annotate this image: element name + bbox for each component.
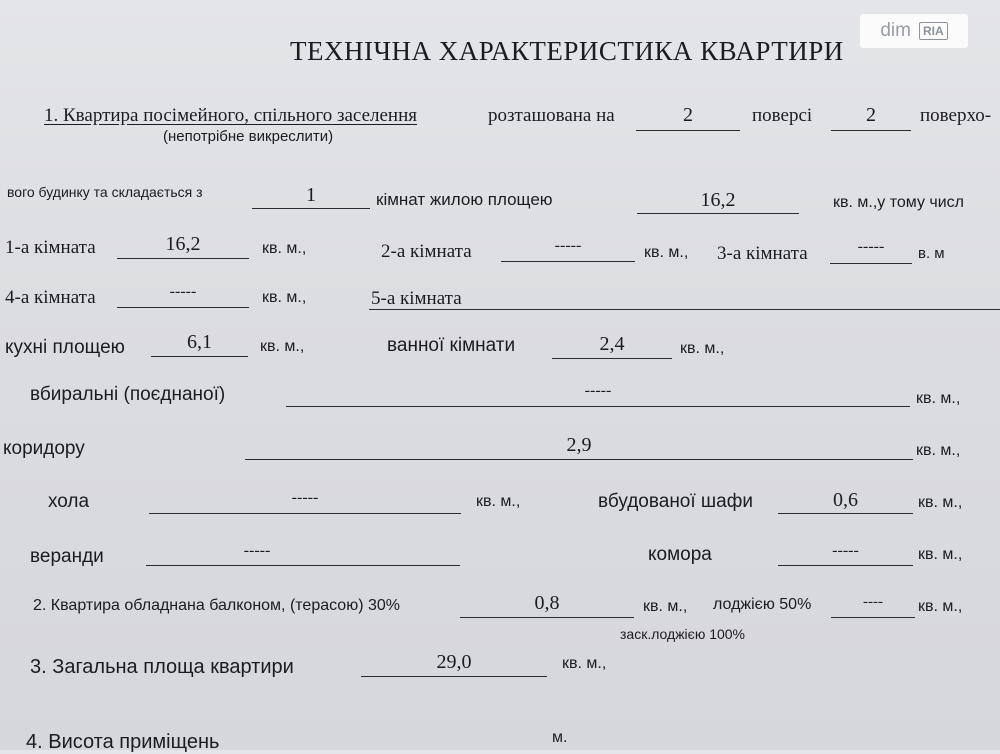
wc-label: вбиральні (поєднаної) (30, 384, 226, 405)
section1-lead: 1. Квартира посімейного, спільного заселення (44, 105, 417, 126)
section3-label: 3. Загальна площа квартири (30, 656, 294, 678)
room2-unit: кв. м., (644, 244, 689, 261)
wc-underline (286, 406, 910, 407)
storage-underline (778, 565, 913, 566)
watermark-ria-logo: RIA (919, 22, 948, 40)
building-label: вого будинку та складається з (7, 184, 203, 200)
balcony-unit: кв. м., (643, 598, 688, 615)
hall-value: ----- (291, 489, 319, 506)
loggia-underline (831, 617, 915, 618)
loggia-value: ---- (863, 594, 883, 610)
living-unit: кв. м.,у тому числ (833, 194, 965, 211)
veranda-value: ----- (243, 542, 271, 559)
wc-unit: кв. м., (916, 390, 961, 407)
total-underline (361, 676, 547, 677)
hall-underline (149, 513, 461, 514)
rooms-label: кімнат жилою площею (376, 190, 553, 209)
kitchen-label: кухні площею (5, 337, 125, 358)
room2-label: 2-а кімната (381, 241, 472, 262)
room1-value: 16,2 (165, 233, 201, 255)
strike-note: (непотрібне викреслити) (163, 128, 334, 145)
watermark-brand: dim (880, 20, 911, 41)
corridor-unit: кв. м., (916, 442, 961, 459)
balcony-value: 0,8 (534, 592, 560, 614)
document-title: ТЕХНІЧНА ХАРАКТЕРИСТИКА КВАРТИРИ (290, 36, 844, 66)
bath-value: 2,4 (599, 333, 625, 355)
room2-underline (501, 261, 635, 262)
bath-label: ванної кімнати (387, 335, 516, 356)
rooms-value: 1 (306, 184, 316, 206)
floor-value: 2 (683, 104, 693, 126)
room5-label: 5-а кімната (371, 288, 462, 309)
room3-label: 3-а кімната (717, 243, 808, 264)
wc-value: ----- (584, 382, 612, 399)
room2-value: ----- (554, 237, 582, 254)
closet-unit: кв. м., (918, 494, 963, 511)
closet-label: вбудованої шафи (598, 491, 753, 512)
storage-value: ----- (832, 542, 859, 559)
room1-underline (117, 258, 249, 259)
floors-value: 2 (866, 104, 876, 126)
closet-value: 0,6 (833, 489, 858, 511)
closed-loggia-label: заск.лоджією 100% (620, 626, 746, 642)
height-unit: м. (552, 729, 568, 746)
floors-label: поверхо- (920, 105, 992, 126)
hall-label: хола (48, 491, 90, 512)
corridor-underline (245, 459, 913, 460)
rooms-underline (252, 208, 370, 209)
balcony-underline (460, 617, 634, 618)
hall-unit: кв. м., (476, 493, 521, 510)
room4-value: ----- (169, 283, 197, 300)
floors-underline (831, 130, 911, 131)
storage-label: комора (648, 544, 712, 565)
room4-unit: кв. м., (262, 289, 307, 306)
loggia-unit: кв. м., (918, 598, 963, 615)
room5-underline (369, 309, 1000, 310)
section4-label: 4. Висота приміщень (26, 731, 220, 753)
total-area-value: 29,0 (436, 651, 472, 673)
room3-unit: в. м (918, 245, 945, 262)
corridor-label: коридору (3, 438, 85, 459)
room4-underline (117, 307, 249, 308)
located-label: розташована на (488, 105, 615, 126)
veranda-underline (146, 565, 460, 566)
kitchen-unit: кв. м., (260, 338, 305, 355)
room3-value: ----- (857, 238, 885, 255)
kitchen-value: 6,1 (187, 331, 212, 353)
bath-unit: кв. м., (680, 340, 725, 357)
closet-underline (778, 513, 913, 514)
floor-label: поверсі (752, 105, 813, 126)
room1-label: 1-а кімната (5, 237, 96, 258)
bath-underline (552, 358, 672, 359)
loggia-label: лоджією 50% (713, 596, 812, 613)
living-value: 16,2 (700, 189, 736, 211)
room1-unit: кв. м., (262, 240, 307, 257)
watermark-logo (860, 14, 968, 48)
living-underline (637, 213, 799, 214)
storage-unit: кв. м., (918, 546, 963, 563)
corridor-value: 2,9 (566, 434, 592, 456)
room4-label: 4-а кімната (5, 287, 96, 308)
kitchen-underline (151, 356, 248, 357)
total-area-unit: кв. м., (562, 655, 607, 672)
room3-underline (830, 263, 912, 264)
section2-label: 2. Квартира обладнана балконом, (терасою) 30% (33, 597, 400, 614)
floor-underline (636, 130, 740, 131)
veranda-label: веранди (30, 546, 104, 567)
